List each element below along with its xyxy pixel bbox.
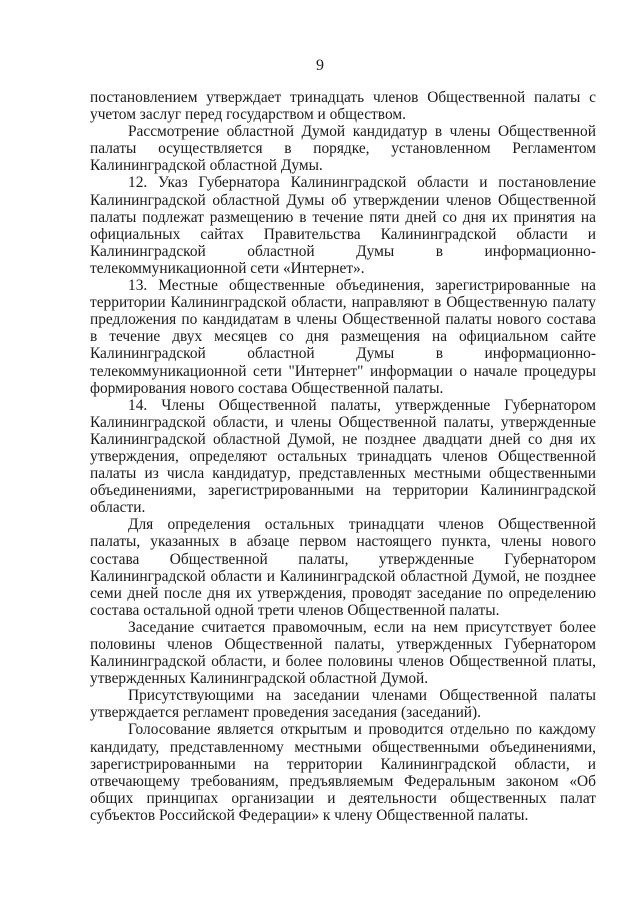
paragraph-voting: Голосование является открытым и проводится отдельно по каждому кандидату, представленному местными общественными объединениями, зарегистрированными на территории Калининградской области, и отвечающему требованиям, предъявляемым Федеральным законом «Об общих принципах организации и деятельности общественных палат субъектов Российской Федерации» к члену Общественной палаты. [90,721,596,824]
paragraph-item-12: 12. Указ Губернатора Калининградской области и постановление Калининградской областной Думы об утверждении членов Общественной палаты подлежат размещению в течение пяти дней со дня их принятия на официальных сайтах Правительства Калининградской области и Калининградской областной Думы в информационно-телекоммуникационной сети «Интернет». [90,174,596,277]
paragraph-quorum: Заседание считается правомочным, если на нем присутствует более половины членов Общественной палаты, утвержденных Губернатором Калининградской области, и более половины членов Общественной платы, утвержденных Калининградской областной Думой. [90,618,596,688]
document-body [90,89,596,824]
paragraph-item-14: 14. Члены Общественной палаты, утвержденные Губернатором Калининградской области, и члены Общественной палаты, утвержденные Калининградской областной Думой, не позднее двадцати дней со дня их утверждения, определяют остальных тринадцать членов Общественной палаты из числа кандидатур, представленных местными общественными объединениями, зарегистрированными на территории Калининградской области. [90,396,596,517]
paragraph-regulations: Присутствующими на заседании членами Общественной палаты утверждается регламент проведения заседания (заседаний). [90,687,596,722]
paragraph-continuation: постановлением утверждает тринадцать членов Общественной палаты с учетом заслуг перед государством и обществом. [90,89,596,124]
paragraph-item-13: 13. Местные общественные объединения, зарегистрированные на территории Калининградской области, направляют в Общественную палату предложения по кандидатам в члены Общественной палаты нового состава в течение двух месяцев со дня размещения на официальном сайте Калининградской областной Думы в информационно-телекоммуникационной сети "Интернет" информации о начале процедуры формирования нового состава Общественной палаты. [90,277,596,397]
paragraph-remaining-members: Для определения остальных тринадцати членов Общественной палаты, указанных в абзаце первом настоящего пункта, члены нового состава Общественной палаты, утвержденные Губернатором Калининградской области и Калининградской областной Думой, не позднее семи дней после дня их утверждения, проводят заседание по определению состава остальной одной трети членов Общественной палаты. [90,516,596,619]
paragraph-duma-review: Рассмотрение областной Думой кандидатур в члены Общественной палаты осуществляется в порядке, установленном Регламентом Калининградской областной Думы. [90,123,596,175]
page-number: 9 [316,57,324,74]
